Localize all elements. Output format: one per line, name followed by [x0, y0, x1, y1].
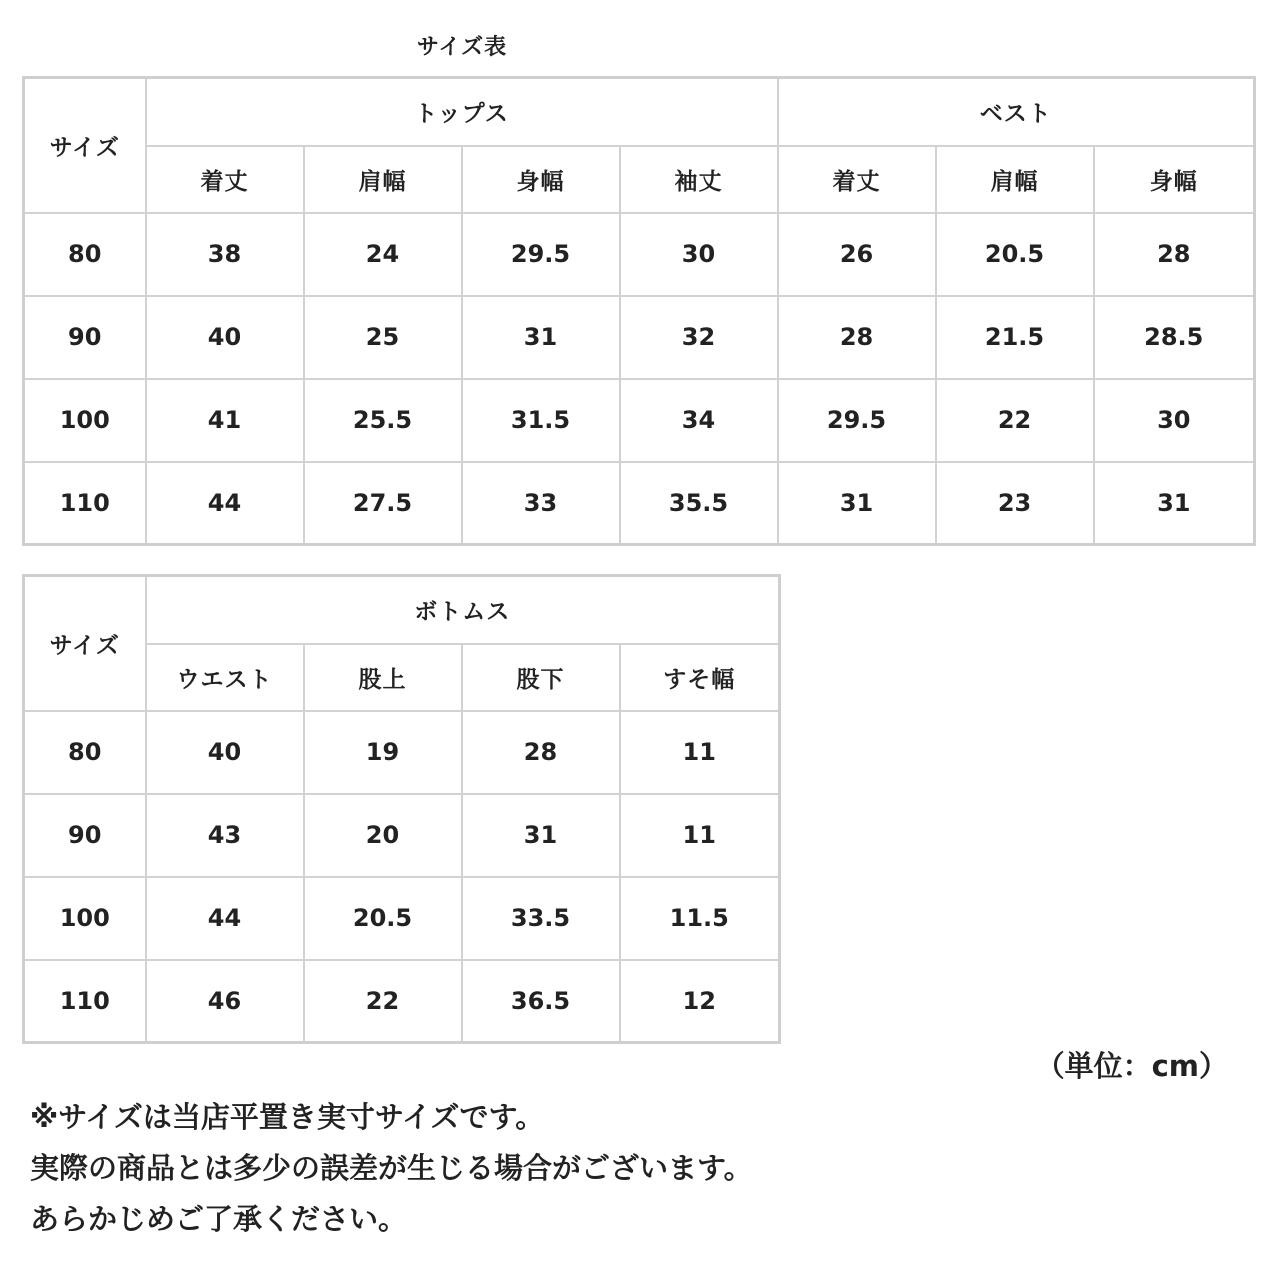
size-cell: 100 [24, 379, 146, 462]
table-cell: 34 [620, 379, 778, 462]
table-cell: 21.5 [936, 296, 1094, 379]
table-cell: 22 [304, 960, 462, 1043]
size-cell: 110 [24, 462, 146, 545]
table-row [24, 296, 1255, 379]
size-header: サイズ [24, 78, 146, 213]
column-header: 股下 [462, 644, 620, 711]
table-cell: 20.5 [304, 877, 462, 960]
column-header: 股上 [304, 644, 462, 711]
page-title: サイズ表 [416, 35, 508, 60]
table-cell: 28 [778, 296, 936, 379]
column-header: 袖丈 [620, 146, 778, 213]
note-line: ※サイズは当店平置き実寸サイズです。 [30, 1100, 545, 1134]
table-cell: 27.5 [304, 462, 462, 545]
column-header: 着丈 [146, 146, 304, 213]
size-cell: 90 [24, 296, 146, 379]
table-cell: 25.5 [304, 379, 462, 462]
table-cell: 40 [146, 296, 304, 379]
table-row [24, 794, 780, 877]
bottoms-size-table [22, 574, 781, 1044]
table-cell: 31.5 [462, 379, 620, 462]
size-header: サイズ [24, 576, 146, 711]
table-cell: 20 [304, 794, 462, 877]
table-row [24, 960, 780, 1043]
table-cell: 38 [146, 213, 304, 296]
table-cell: 46 [146, 960, 304, 1043]
table-cell: 28.5 [1094, 296, 1255, 379]
table-cell: 31 [462, 296, 620, 379]
column-header: 身幅 [462, 146, 620, 213]
notes [30, 1092, 753, 1245]
table-cell: 19 [304, 711, 462, 794]
note-line: あらかじめご了承ください。 [30, 1202, 408, 1236]
table-cell: 28 [1094, 213, 1255, 296]
column-header: 着丈 [778, 146, 936, 213]
note-line: 実際の商品とは多少の誤差が生じる場合がございます。 [30, 1151, 753, 1185]
table-cell: 12 [620, 960, 780, 1043]
table-cell: 11 [620, 711, 780, 794]
table-cell: 44 [146, 877, 304, 960]
table-cell: 40 [146, 711, 304, 794]
table-row [24, 711, 780, 794]
column-header: 身幅 [1094, 146, 1255, 213]
vest-group-header: ベスト [778, 78, 1255, 146]
table-cell: 41 [146, 379, 304, 462]
column-header: ウエスト [146, 644, 304, 711]
table-cell: 36.5 [462, 960, 620, 1043]
table-row [24, 213, 1255, 296]
table-cell: 29.5 [778, 379, 936, 462]
table-cell: 28 [462, 711, 620, 794]
table-cell: 23 [936, 462, 1094, 545]
table-cell: 29.5 [462, 213, 620, 296]
table-row [24, 462, 1255, 545]
table-cell: 22 [936, 379, 1094, 462]
table-row [24, 877, 780, 960]
table-row [24, 379, 1255, 462]
table-cell: 26 [778, 213, 936, 296]
table-cell: 30 [1094, 379, 1255, 462]
size-cell: 90 [24, 794, 146, 877]
table-cell: 33.5 [462, 877, 620, 960]
unit-note: （単位：cm） [1035, 1049, 1228, 1083]
table-cell: 24 [304, 213, 462, 296]
table-cell: 31 [462, 794, 620, 877]
table-cell: 33 [462, 462, 620, 545]
table-cell: 20.5 [936, 213, 1094, 296]
table-cell: 11.5 [620, 877, 780, 960]
size-cell: 80 [24, 213, 146, 296]
table-cell: 44 [146, 462, 304, 545]
table-cell: 31 [778, 462, 936, 545]
column-header: 肩幅 [936, 146, 1094, 213]
table-cell: 30 [620, 213, 778, 296]
table-cell: 35.5 [620, 462, 778, 545]
size-cell: 80 [24, 711, 146, 794]
size-cell: 110 [24, 960, 146, 1043]
table-cell: 25 [304, 296, 462, 379]
tops-group-header: トップス [146, 78, 778, 146]
table-cell: 43 [146, 794, 304, 877]
tops-vest-size-table [22, 76, 1256, 546]
column-header: 肩幅 [304, 146, 462, 213]
table-cell: 11 [620, 794, 780, 877]
column-header: すそ幅 [620, 644, 780, 711]
size-cell: 100 [24, 877, 146, 960]
table-cell: 31 [1094, 462, 1255, 545]
bottoms-group-header: ボトムス [146, 576, 780, 644]
table-cell: 32 [620, 296, 778, 379]
